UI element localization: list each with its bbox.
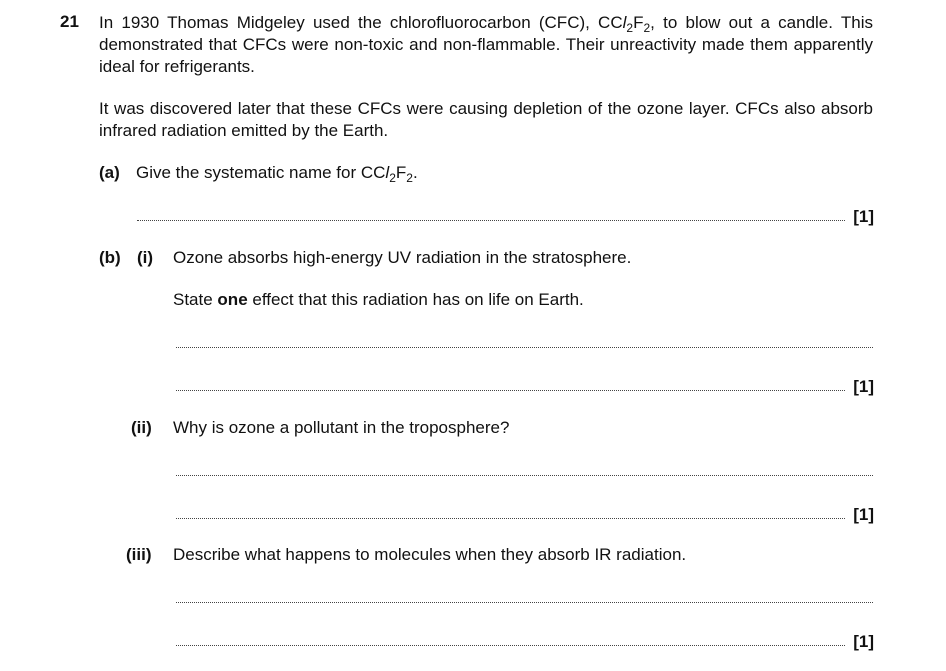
formula-f: F [633, 13, 644, 32]
formula-l: l [385, 163, 390, 182]
answer-line-b-ii-2[interactable] [176, 518, 845, 519]
formula-sub: 2 [643, 21, 651, 35]
mark-b-iii: [1] [853, 632, 874, 651]
part-a-text: Give the systematic name for CC [136, 163, 386, 182]
answer-line-b-i-2[interactable] [176, 390, 845, 391]
part-b-ii-text: Why is ozone a pollutant in the troposphere? [173, 418, 510, 437]
answer-line-b-iii-1[interactable] [176, 602, 873, 603]
intro-text-start: In 1930 Thomas Midgeley used the chlorofluorocarbon (CFC), CC [99, 13, 623, 32]
part-b-label: (b) [99, 248, 121, 267]
intro-paragraph-2: It was discovered later that these CFCs were causing depletion of the ozone layer. CFCs also absorb infrared radiation emitted by the Earth. [99, 99, 873, 140]
instruction-text: effect that this radiation has on life on Earth. [247, 290, 584, 309]
mark-a: [1] [853, 207, 874, 226]
formula-l: l [622, 13, 627, 32]
part-b-iii-text: Describe what happens to molecules when they absorb IR radiation. [173, 545, 687, 564]
instruction-text: State [173, 290, 218, 309]
emphasis-word: one [217, 290, 248, 309]
formula-comma: , [650, 13, 655, 32]
formula-sub: 2 [389, 171, 396, 185]
answer-line-b-ii-1[interactable] [176, 475, 873, 476]
part-b-i-text: Ozone absorbs high-energy UV radiation in the stratosphere. [173, 248, 632, 267]
formula-period: . [412, 163, 418, 182]
answer-line-b-iii-2[interactable] [176, 645, 845, 646]
formula-sub: 2 [626, 21, 634, 35]
mark-b-ii: [1] [853, 505, 874, 524]
part-b-ii-label: (ii) [131, 418, 152, 437]
answer-line-a[interactable] [137, 220, 845, 221]
part-a-question [136, 163, 418, 183]
formula-sub: 2 [406, 171, 413, 185]
intro-text-end: to blow out a candle. This demonstrated that CFCs were non-toxic and non-flammable. Their unreactivity made them apparently ideal for refrigerants. [99, 13, 873, 76]
intro-paragraph-1 [99, 12, 873, 78]
part-b-i-label: (i) [137, 248, 154, 267]
part-b-i-instruction [173, 290, 584, 310]
part-b-iii-label: (iii) [126, 545, 152, 564]
part-a-label: (a) [99, 163, 120, 182]
mark-b-i: [1] [853, 377, 874, 396]
answer-line-b-i-1[interactable] [176, 347, 873, 348]
question-number: 21 [60, 12, 79, 31]
formula-f: F [395, 163, 407, 182]
